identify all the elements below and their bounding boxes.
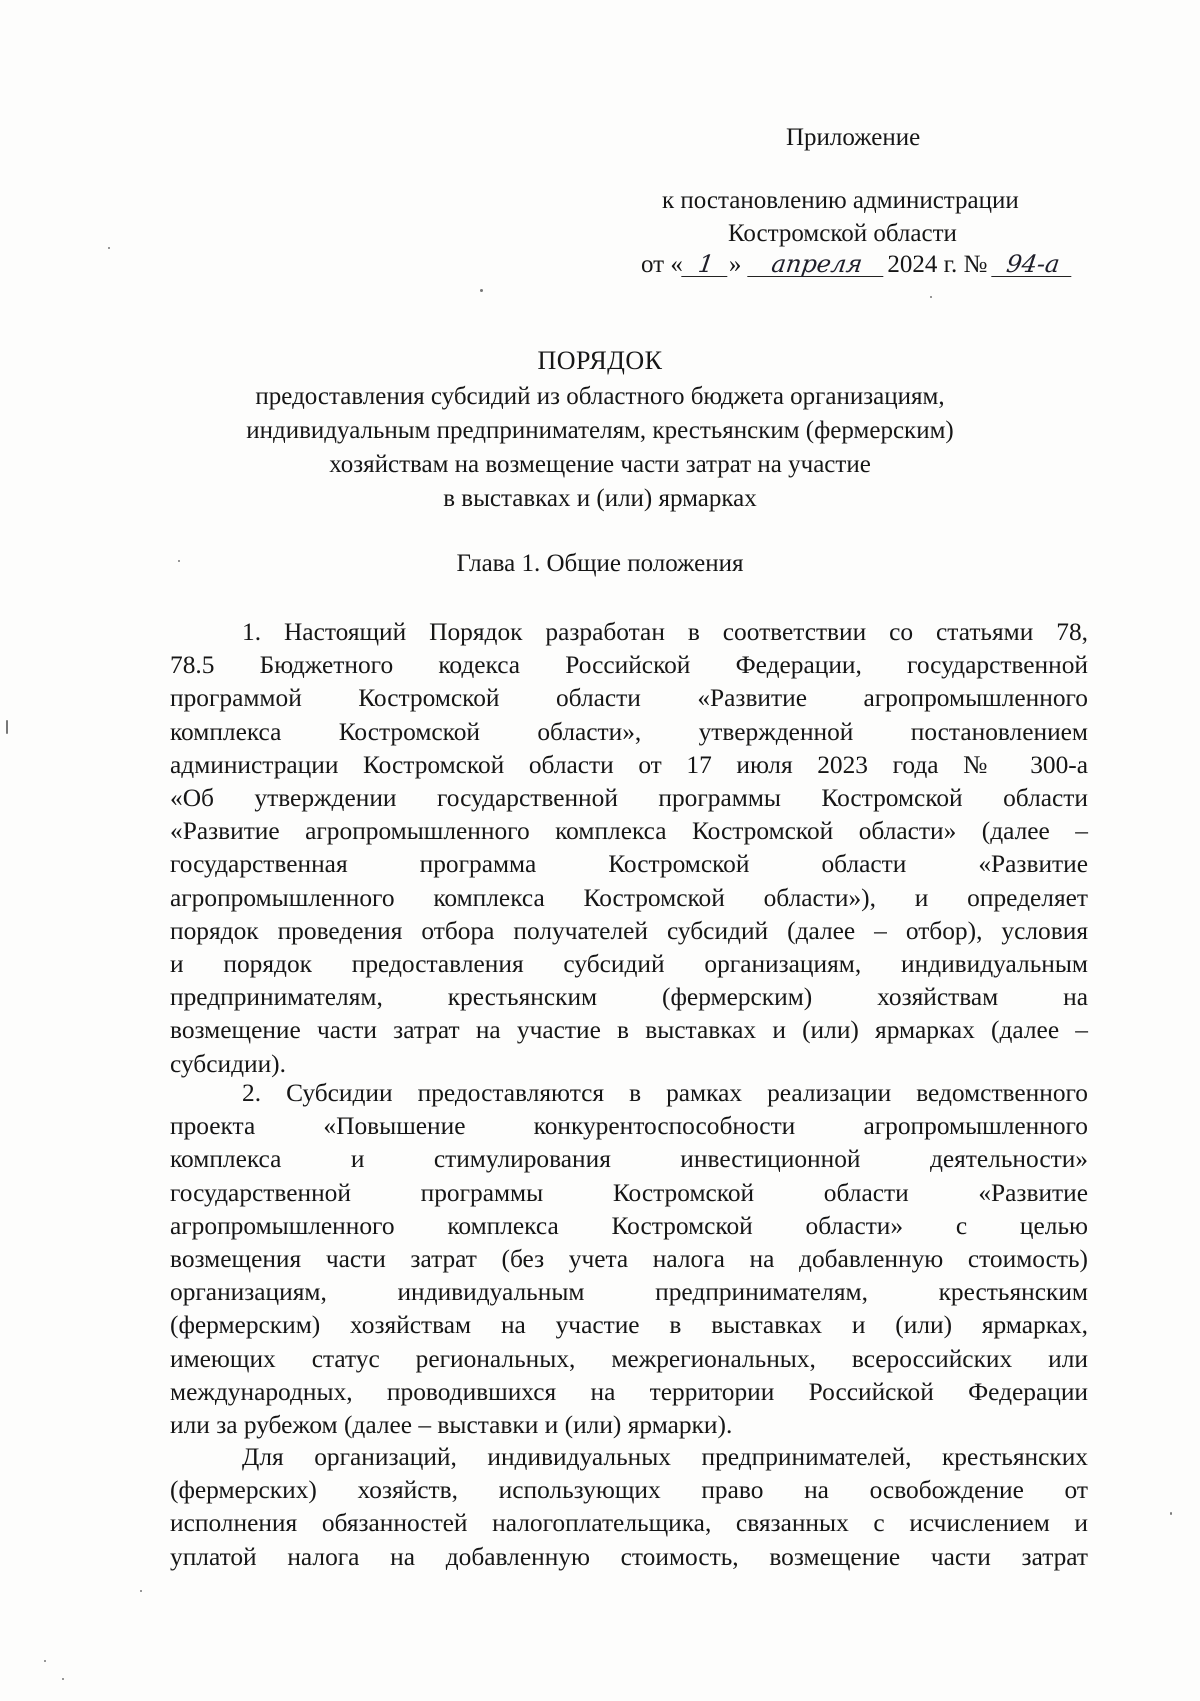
paragraph-line: уплатой налога на добавленную стоимость, возмещение части затрат bbox=[170, 1542, 1088, 1571]
paragraph-line: исполнения обязанностей налогоплательщика, связанных с исчислением и bbox=[170, 1509, 1088, 1538]
paragraph-line: (фермерским) хозяйствам на участие в выставках и (или) ярмарках, bbox=[170, 1311, 1088, 1340]
appendix-title: Приложение bbox=[786, 124, 921, 151]
paragraph-line: 1. Настоящий Порядок разработан в соответствии со статьями 78, bbox=[242, 618, 1088, 646]
paragraph-line: проекта «Повышение конкурентоспособности агропромышленного bbox=[170, 1112, 1088, 1141]
scan-speck bbox=[44, 1660, 46, 1662]
paragraph-line: (фермерских) хозяйств, использующих право на освобождение от bbox=[170, 1476, 1088, 1505]
document-title: ПОРЯДОК bbox=[537, 346, 663, 375]
paragraph-line: государственная программа Костромской области «Развитие bbox=[170, 850, 1088, 879]
paragraph-line: агропромышленного комплекса Костромской области» с целью bbox=[170, 1211, 1088, 1240]
paragraph-line: возмещение части затрат на участие в выставках и (или) ярмарках (далее – bbox=[170, 1016, 1088, 1045]
scan-speck bbox=[62, 1678, 64, 1680]
paragraph-line: государственной программы Костромской области «Развитие bbox=[170, 1178, 1088, 1207]
chapter-heading: Глава 1. Общие положения bbox=[456, 550, 744, 577]
paragraph-1 bbox=[170, 616, 1088, 1081]
paragraph-line: агропромышленного комплекса Костромской области»), и определяет bbox=[170, 883, 1088, 912]
subtitle-line: предоставления субсидий из областного бюджета организациям, bbox=[255, 383, 945, 410]
paragraph-2 bbox=[170, 1077, 1088, 1442]
paragraph-line: 2. Субсидии предоставляются в рамках реализации ведомственного bbox=[242, 1079, 1088, 1107]
scan-speck bbox=[480, 289, 483, 292]
date-prefix: от « bbox=[641, 251, 683, 278]
scan-speck bbox=[1170, 1512, 1172, 1515]
scan-speck bbox=[6, 720, 8, 734]
date-year-text: 2024 г. № bbox=[887, 251, 988, 278]
scan-speck bbox=[140, 1590, 142, 1592]
paragraph-line: международных, проводившихся на территории Российской Федерации bbox=[170, 1377, 1088, 1406]
handwritten-month: апреля bbox=[748, 252, 888, 277]
resolution-date-line bbox=[641, 250, 1073, 280]
paragraph-line: Для организаций, индивидуальных предпринимателей, крестьянских bbox=[242, 1443, 1088, 1471]
handwritten-doc-number: 94-а bbox=[992, 252, 1076, 277]
scan-speck bbox=[930, 296, 932, 298]
paragraph-line: субсидии). bbox=[170, 1049, 286, 1078]
date-mid: » bbox=[728, 251, 742, 278]
handwritten-day: 1 bbox=[681, 252, 731, 277]
paragraph-line: программой Костромской области «Развитие агропромышленного bbox=[170, 684, 1088, 713]
paragraph-line: комплекса Костромской области», утвержденной постановлением bbox=[170, 717, 1088, 746]
paragraph-line: 78.5 Бюджетного кодекса Российской Федерации, государственной bbox=[170, 651, 1088, 680]
paragraph-line: или за рубежом (далее – выставки и (или) ярмарки). bbox=[170, 1411, 733, 1440]
paragraph-line: «Об утверждении государственной программы Костромской области bbox=[170, 784, 1088, 813]
subtitle-line: в выставках и (или) ярмарках bbox=[443, 485, 757, 512]
paragraph-line: организациям, индивидуальным предпринимателям, крестьянским bbox=[170, 1278, 1088, 1307]
paragraph-line: возмещения части затрат (без учета налога на добавленную стоимость) bbox=[170, 1245, 1088, 1274]
paragraph-line: «Развитие агропромышленного комплекса Костромской области» (далее – bbox=[170, 817, 1088, 846]
paragraph-line: и порядок предоставления субсидий организациям, индивидуальным bbox=[170, 950, 1088, 979]
subtitle-line: хозяйствам на возмещение части затрат на участие bbox=[329, 451, 871, 478]
scan-speck bbox=[178, 560, 180, 562]
appendix-region: Костромской области bbox=[728, 220, 957, 247]
paragraph-line: администрации Костромской области от 17 июля 2023 года № 300-а bbox=[170, 750, 1088, 779]
paragraph-line: порядок проведения отбора получателей субсидий (далее – отбор), условия bbox=[170, 916, 1088, 945]
paragraph-line: комплекса и стимулирования инвестиционной деятельности» bbox=[170, 1145, 1088, 1174]
appendix-reference: к постановлению администрации bbox=[662, 187, 1019, 214]
subtitle-line: индивидуальным предпринимателям, крестьянским (фермерским) bbox=[246, 417, 954, 444]
paragraph-line: предпринимателям, крестьянским (фермерским) хозяйствам на bbox=[170, 983, 1088, 1012]
paragraph-line: имеющих статус региональных, межрегиональных, всероссийских или bbox=[170, 1344, 1088, 1373]
paragraph-3 bbox=[170, 1441, 1088, 1574]
scan-speck bbox=[108, 247, 110, 249]
